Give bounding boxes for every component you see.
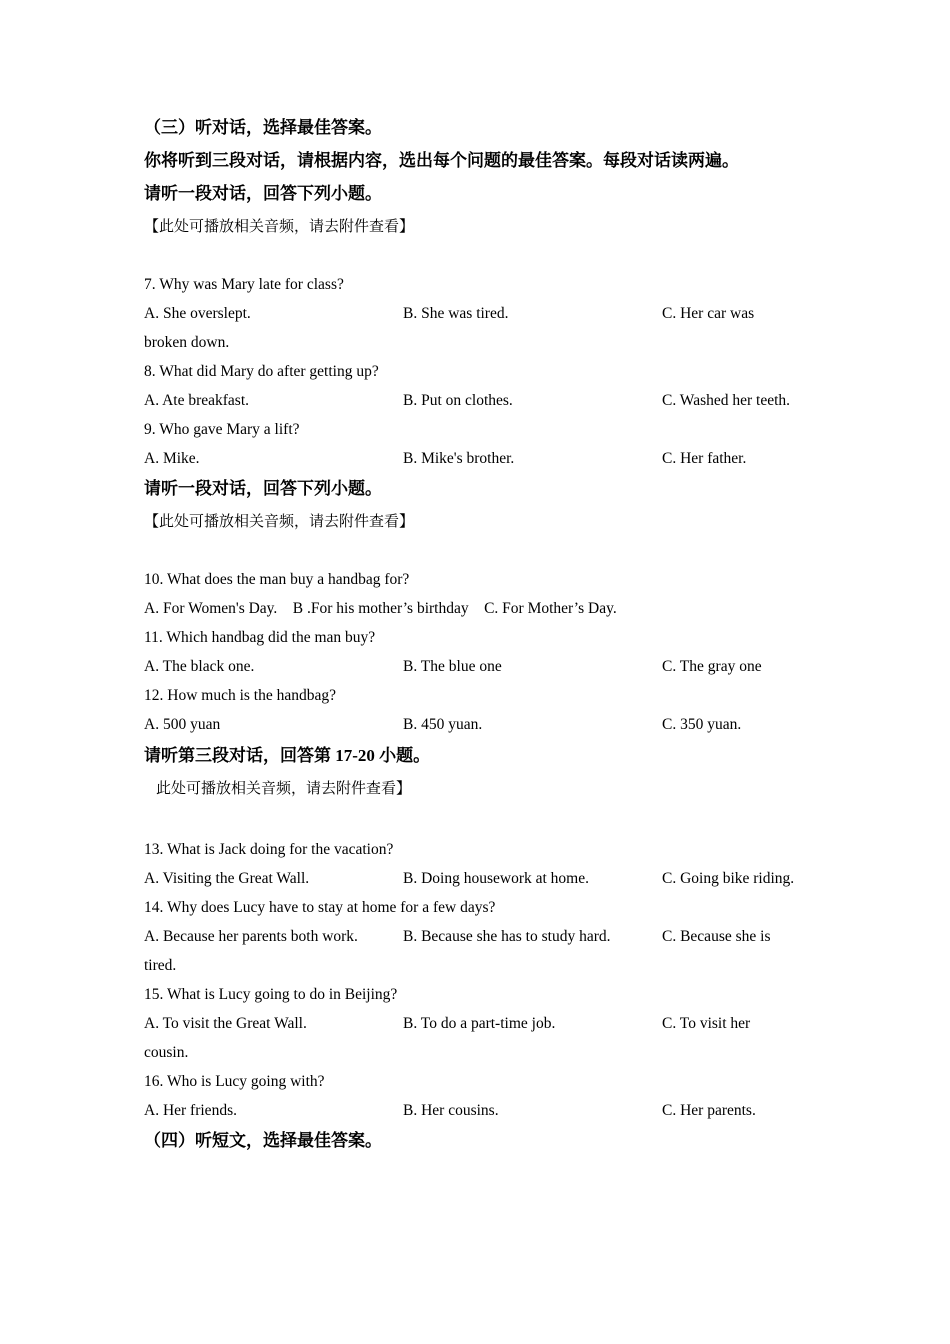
part4-title: （四）听短文，选择最佳答案。: [144, 1131, 382, 1151]
q15-option-c-continued: cousin.: [144, 1044, 189, 1061]
question-15-options: [144, 1009, 824, 1038]
question-7: 7. Why was Mary late for class?: [144, 276, 344, 293]
q11-option-b[interactable]: B. The blue one: [403, 658, 502, 675]
question-12: 12. How much is the handbag?: [144, 687, 336, 704]
q15-option-c[interactable]: C. To visit her: [662, 1015, 751, 1032]
question-10-options[interactable]: A. For Women's Day. B .For his mother’s birthday C. For Mother’s Day.: [144, 600, 617, 617]
q16-option-c[interactable]: C. Her parents.: [662, 1102, 756, 1119]
question-11: 11. Which handbag did the man buy?: [144, 629, 376, 646]
question-16-options: [144, 1096, 824, 1125]
question-14-options: [144, 922, 824, 951]
q15-option-b[interactable]: B. To do a part-time job.: [403, 1015, 556, 1032]
q12-option-b[interactable]: B. 450 yuan.: [403, 716, 483, 733]
q8-option-c[interactable]: C. Washed her teeth.: [662, 392, 791, 409]
q11-option-a[interactable]: A. The black one.: [144, 658, 255, 675]
question-8: 8. What did Mary do after getting up?: [144, 363, 379, 380]
q9-option-b[interactable]: B. Mike's brother.: [403, 450, 515, 467]
question-15: 15. What is Lucy going to do in Beijing?: [144, 986, 398, 1003]
q14-option-a[interactable]: A. Because her parents both work.: [144, 928, 358, 945]
question-13-options: [144, 864, 824, 893]
q7-option-b[interactable]: B. She was tired.: [403, 305, 509, 322]
question-7-options: [144, 299, 824, 328]
question-12-options: [144, 710, 824, 739]
q13-option-a[interactable]: A. Visiting the Great Wall.: [144, 870, 310, 887]
question-16: 16. Who is Lucy going with?: [144, 1073, 325, 1090]
q12-option-c[interactable]: C. 350 yuan.: [662, 716, 742, 733]
audio-note-1: 【此处可播放相关音频，请去附件查看】: [144, 217, 415, 235]
q14-option-c-continued: tired.: [144, 957, 177, 974]
q13-option-b[interactable]: B. Doing housework at home.: [403, 870, 589, 887]
dialog2-prompt: 请听一段对话，回答下列小题。: [144, 479, 382, 499]
q8-option-b[interactable]: B. Put on clothes.: [403, 392, 513, 409]
q9-option-c[interactable]: C. Her father.: [662, 450, 747, 467]
q12-option-a[interactable]: A. 500 yuan: [144, 716, 221, 733]
question-9: 9. Who gave Mary a lift?: [144, 421, 300, 438]
dialog3-prompt: 请听第三段对话，回答第 17-20 小题。: [144, 746, 431, 766]
question-11-options: [144, 652, 824, 681]
question-8-options: [144, 386, 824, 415]
q7-option-a[interactable]: A. She overslept.: [144, 305, 251, 322]
part3-title: （三）听对话，选择最佳答案。: [144, 118, 382, 138]
audio-note-3: 此处可播放相关音频，请去附件查看】: [156, 779, 412, 797]
q14-option-b[interactable]: B. Because she has to study hard.: [403, 928, 611, 945]
part3-instruction: 你将听到三段对话，请根据内容，选出每个问题的最佳答案。每段对话读两遍。: [144, 151, 739, 171]
q7-option-c[interactable]: C. Her car was: [662, 305, 755, 322]
q16-option-b[interactable]: B. Her cousins.: [403, 1102, 499, 1119]
q16-option-a[interactable]: A. Her friends.: [144, 1102, 237, 1119]
exam-page: [144, 112, 824, 1158]
dialog1-prompt: 请听一段对话，回答下列小题。: [144, 184, 382, 204]
question-10: 10. What does the man buy a handbag for?: [144, 571, 410, 588]
q15-option-a[interactable]: A. To visit the Great Wall.: [144, 1015, 307, 1032]
q9-option-a[interactable]: A. Mike.: [144, 450, 200, 467]
q8-option-a[interactable]: A. Ate breakfast.: [144, 392, 250, 409]
q11-option-c[interactable]: C. The gray one: [662, 658, 762, 675]
question-14: 14. Why does Lucy have to stay at home for a few days?: [144, 899, 496, 916]
q13-option-c[interactable]: C. Going bike riding.: [662, 870, 795, 887]
question-13: 13. What is Jack doing for the vacation?: [144, 841, 394, 858]
audio-note-2: 【此处可播放相关音频，请去附件查看】: [144, 512, 415, 530]
q7-option-c-continued: broken down.: [144, 334, 230, 351]
question-9-options: [144, 444, 824, 473]
q14-option-c[interactable]: C. Because she is: [662, 928, 771, 945]
